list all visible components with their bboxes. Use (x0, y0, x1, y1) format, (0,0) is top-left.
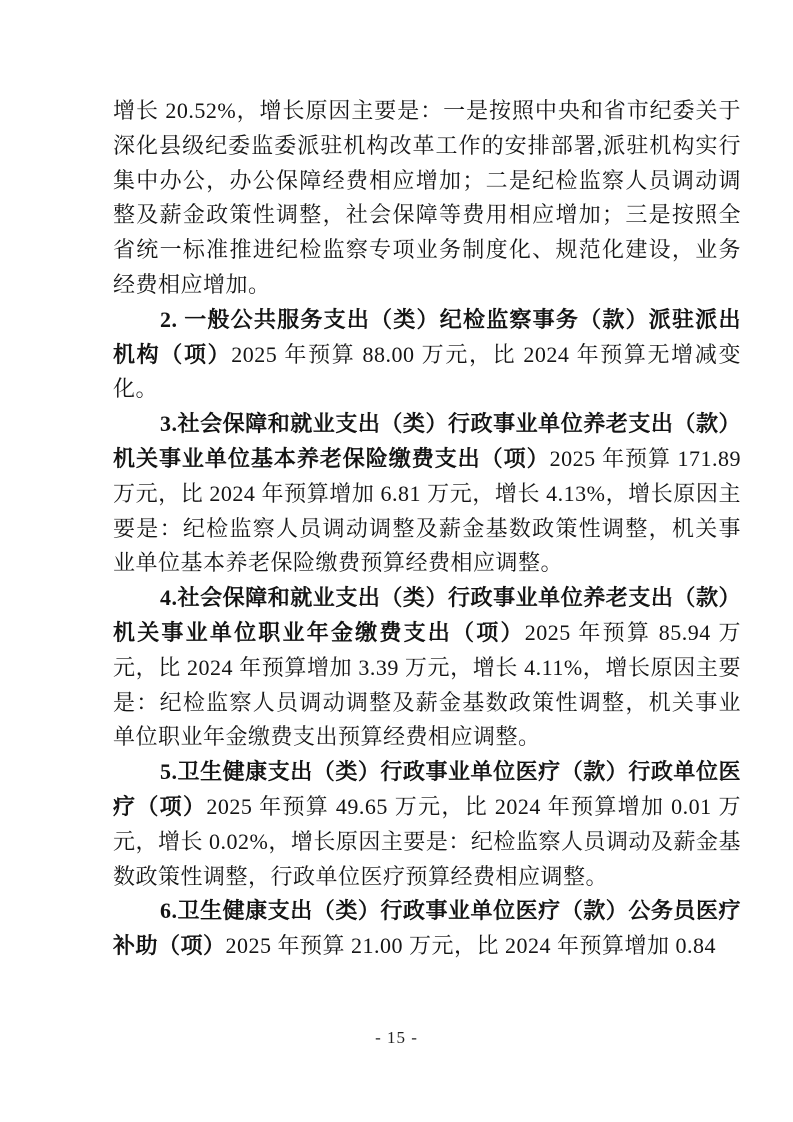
paragraph-body: 2025 年预算 85.94 万元，比 2024 年预算增加 3.39 万元，增长 4.11%，增长原因主要是：纪检监察人员调动调整及薪金基数政策性调整，机关事业单位职业年金缴费支出预算经费相应调整。 (113, 619, 741, 750)
budget-paragraph (113, 94, 741, 303)
budget-paragraph (113, 581, 741, 755)
budget-paragraph (113, 407, 741, 581)
budget-paragraph (113, 755, 741, 894)
paragraph-lead: 2. 一般公共服务支出（类）纪检监察事务（款）派驻派出机构（项） (113, 306, 741, 367)
page-number: - 15 - (375, 1028, 418, 1047)
paragraph-lead: 3.社会保障和就业支出（类）行政事业单位养老支出（款）机关事业单位基本养老保险缴费支出（项） (113, 411, 741, 471)
paragraph-body: 2025 年预算 171.89 万元，比 2024 年预算增加 6.81 万元，增长 4.13%，增长原因主要是：纪检监察人员调动调整及薪金基数政策性调整，机关事业单位基本养老保险缴费预算经费相应调整。 (113, 445, 741, 576)
paragraph-body: 2025 年预算 21.00 万元，比 2024 年预算增加 0.84 (225, 933, 717, 959)
document-body (113, 94, 741, 964)
paragraph-lead: 6.卫生健康支出（类）行政事业单位医疗（款）公务员医疗补助（项） (113, 898, 741, 959)
paragraph-body: 2025 年预算 88.00 万元，比 2024 年预算无增减变化。 (113, 341, 741, 402)
paragraph-lead: 4.社会保障和就业支出（类）行政事业单位养老支出（款）机关事业单位职业年金缴费支出（项） (113, 585, 741, 645)
budget-paragraph (113, 894, 741, 964)
budget-paragraph (113, 303, 741, 407)
paragraph-body: 增长 20.52%，增长原因主要是：一是按照中央和省市纪委关于深化县级纪委监委派驻机构改革工作的安排部署,派驻机构实行集中办公，办公保障经费相应增加；二是纪检监察人员调动调整及薪金政策性调整，社会保障等费用相应增加；三是按照全省统一标准推进纪检监察专项业务制度化、规范化建设，业务经费相应增加。 (113, 98, 741, 297)
paragraph-body: 2025 年预算 49.65 万元，比 2024 年预算增加 0.01 万元，增长 0.02%，增长原因主要是：纪检监察人员调动及薪金基数政策性调整，行政单位医疗预算经费相应调整。 (113, 793, 741, 889)
paragraph-lead: 5.卫生健康支出（类）行政事业单位医疗（款）行政单位医疗（项） (113, 759, 741, 819)
